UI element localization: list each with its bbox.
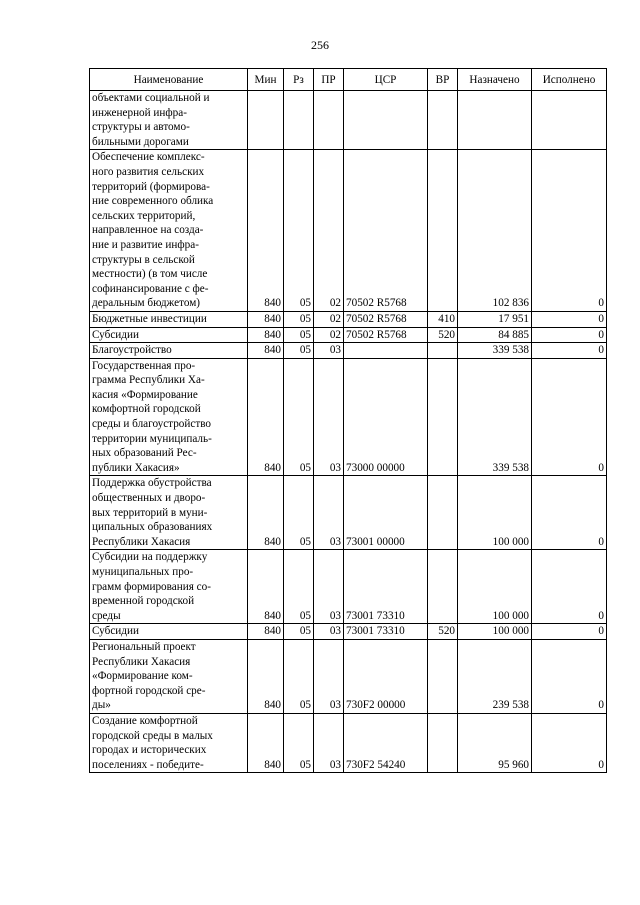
row-min (248, 91, 284, 150)
row-executed: 0 (532, 311, 607, 327)
row-name (90, 476, 248, 550)
row-rz: 05 (284, 327, 314, 343)
row-assigned: 100 000 (458, 476, 532, 550)
row-name-line: Субсидии (92, 328, 139, 341)
row-pr (314, 91, 344, 150)
row-assigned: 339 538 (458, 343, 532, 359)
row-name-line: касия «Формирование (92, 388, 198, 401)
row-csr: 730F2 54240 (344, 713, 428, 772)
row-name-line: софинансирование с фе- (92, 282, 209, 295)
row-name-line: территории муниципаль- (92, 432, 212, 445)
row-name-line: общественных и дворо- (92, 492, 206, 505)
row-min: 840 (248, 327, 284, 343)
row-name-line: инженерной инфра- (92, 106, 187, 119)
row-csr: 730F2 00000 (344, 639, 428, 713)
row-min: 840 (248, 713, 284, 772)
table-row (90, 358, 607, 476)
row-assigned: 100 000 (458, 624, 532, 640)
header-row (90, 69, 607, 91)
row-pr: 03 (314, 476, 344, 550)
row-assigned: 239 538 (458, 639, 532, 713)
row-executed: 0 (532, 624, 607, 640)
row-name-line: структуры и автомо- (92, 121, 190, 134)
row-vr (428, 713, 458, 772)
row-executed: 0 (532, 639, 607, 713)
row-pr: 02 (314, 150, 344, 312)
row-name (90, 550, 248, 624)
row-rz: 05 (284, 343, 314, 359)
row-pr: 03 (314, 358, 344, 476)
row-name-line: ципальных образованиях (92, 521, 213, 534)
row-rz: 05 (284, 476, 314, 550)
header-assigned: Назначено (458, 69, 532, 91)
row-vr (428, 358, 458, 476)
row-min: 840 (248, 624, 284, 640)
row-name-line: городской среды в малых (92, 729, 213, 742)
row-name-line: Бюджетные инвестиции (92, 312, 207, 325)
row-name-line: сельских территорий, (92, 209, 196, 222)
table-row (90, 713, 607, 772)
row-min: 840 (248, 639, 284, 713)
row-executed: 0 (532, 358, 607, 476)
row-name-line: грамм формирования со- (92, 580, 211, 593)
header-vr: ВР (428, 69, 458, 91)
row-executed (532, 91, 607, 150)
table-row (90, 476, 607, 550)
page-number: 256 (311, 38, 329, 52)
row-name-line: Государственная про- (92, 359, 196, 372)
row-name-line: Обеспечение комплекс- (92, 151, 205, 164)
header-csr: ЦСР (344, 69, 428, 91)
row-name (90, 150, 248, 312)
row-name (90, 639, 248, 713)
row-rz: 05 (284, 358, 314, 476)
row-vr (428, 476, 458, 550)
row-vr (428, 639, 458, 713)
table-row (90, 327, 607, 343)
row-csr (344, 91, 428, 150)
header-min: Мин (248, 69, 284, 91)
row-pr: 03 (314, 713, 344, 772)
row-name-line: Создание комфортной (92, 714, 198, 727)
row-name-line: городах и исторических (92, 744, 207, 757)
row-csr: 70502 R5768 (344, 150, 428, 312)
row-name-line: ние и развитие инфра- (92, 238, 199, 251)
row-name (90, 327, 248, 343)
row-csr: 73001 00000 (344, 476, 428, 550)
row-name-line: комфортной городской (92, 403, 201, 416)
row-name-line: поселениях - победите- (92, 758, 204, 771)
row-vr (428, 91, 458, 150)
row-vr (428, 150, 458, 312)
row-name (90, 91, 248, 150)
row-min: 840 (248, 311, 284, 327)
row-name-line: Субсидии на поддержку (92, 551, 208, 564)
row-name (90, 311, 248, 327)
row-rz: 05 (284, 150, 314, 312)
row-name-line: временной городской (92, 595, 195, 608)
row-executed: 0 (532, 550, 607, 624)
row-assigned: 339 538 (458, 358, 532, 476)
row-executed: 0 (532, 150, 607, 312)
row-name-line: «Формирование ком- (92, 670, 193, 683)
table-row (90, 91, 607, 150)
row-csr: 73000 00000 (344, 358, 428, 476)
row-name-line: среды (92, 609, 121, 622)
row-rz: 05 (284, 311, 314, 327)
row-name (90, 713, 248, 772)
row-assigned: 102 836 (458, 150, 532, 312)
row-csr: 73001 73310 (344, 550, 428, 624)
row-rz: 05 (284, 713, 314, 772)
row-rz: 05 (284, 550, 314, 624)
table-row (90, 311, 607, 327)
row-min: 840 (248, 150, 284, 312)
table-row (90, 150, 607, 312)
row-min: 840 (248, 343, 284, 359)
row-name-line: Республики Хакасия (92, 535, 191, 548)
row-pr: 03 (314, 550, 344, 624)
row-executed: 0 (532, 713, 607, 772)
row-name-line: структуры в сельской (92, 253, 195, 266)
row-name-line: ного развития сельских (92, 165, 205, 178)
row-name-line: Субсидии (92, 625, 139, 638)
row-name-line: бильными дорогами (92, 135, 189, 148)
row-csr (344, 343, 428, 359)
row-name-line: грамма Республики Ха- (92, 374, 205, 387)
table-row (90, 550, 607, 624)
row-name-line: Благоустройство (92, 344, 172, 357)
row-assigned: 100 000 (458, 550, 532, 624)
row-pr: 03 (314, 639, 344, 713)
row-assigned (458, 91, 532, 150)
row-rz: 05 (284, 624, 314, 640)
row-name (90, 358, 248, 476)
row-vr: 520 (428, 624, 458, 640)
row-name-line: ние современного облика (92, 195, 214, 208)
row-executed: 0 (532, 476, 607, 550)
table-row (90, 639, 607, 713)
header-pr: ПР (314, 69, 344, 91)
row-pr: 03 (314, 343, 344, 359)
row-pr: 03 (314, 624, 344, 640)
row-min: 840 (248, 550, 284, 624)
row-name-line: направленное на созда- (92, 224, 204, 237)
row-assigned: 95 960 (458, 713, 532, 772)
header-executed: Исполнено (532, 69, 607, 91)
row-name-line: среды и благоустройство (92, 418, 212, 431)
row-name-line: объектами социальной и (92, 92, 210, 104)
row-rz (284, 91, 314, 150)
row-name-line: Республики Хакасия (92, 655, 191, 668)
row-name-line: муниципальных про- (92, 566, 194, 578)
row-csr: 70502 R5768 (344, 311, 428, 327)
row-min: 840 (248, 476, 284, 550)
row-vr: 520 (428, 327, 458, 343)
row-name-line: деральным бюджетом) (92, 297, 201, 310)
row-assigned: 84 885 (458, 327, 532, 343)
row-csr: 70502 R5768 (344, 327, 428, 343)
row-name (90, 624, 248, 640)
row-name-line: ных образований Рес- (92, 447, 197, 460)
row-pr: 02 (314, 311, 344, 327)
table-row (90, 624, 607, 640)
row-name-line: фортной городской сре- (92, 684, 206, 697)
row-name (90, 343, 248, 359)
header-name: Наименование (90, 69, 248, 91)
row-vr: 410 (428, 311, 458, 327)
row-executed: 0 (532, 327, 607, 343)
header-rz: Рз (284, 69, 314, 91)
row-min: 840 (248, 358, 284, 476)
row-name-line: вых территорий в муни- (92, 506, 208, 519)
row-name-line: местности) (в том числе (92, 268, 208, 281)
row-vr (428, 343, 458, 359)
table-row (90, 343, 607, 359)
row-vr (428, 550, 458, 624)
row-name-line: территорий (формирова- (92, 180, 210, 193)
row-csr: 73001 73310 (344, 624, 428, 640)
row-name-line: ды» (92, 699, 111, 712)
row-rz: 05 (284, 639, 314, 713)
row-executed: 0 (532, 343, 607, 359)
row-name-line: публики Хакасия» (92, 461, 180, 474)
budget-table (89, 68, 607, 773)
row-assigned: 17 951 (458, 311, 532, 327)
row-pr: 02 (314, 327, 344, 343)
row-name-line: Поддержка обустройства (92, 477, 212, 490)
row-name-line: Региональный проект (92, 640, 196, 653)
